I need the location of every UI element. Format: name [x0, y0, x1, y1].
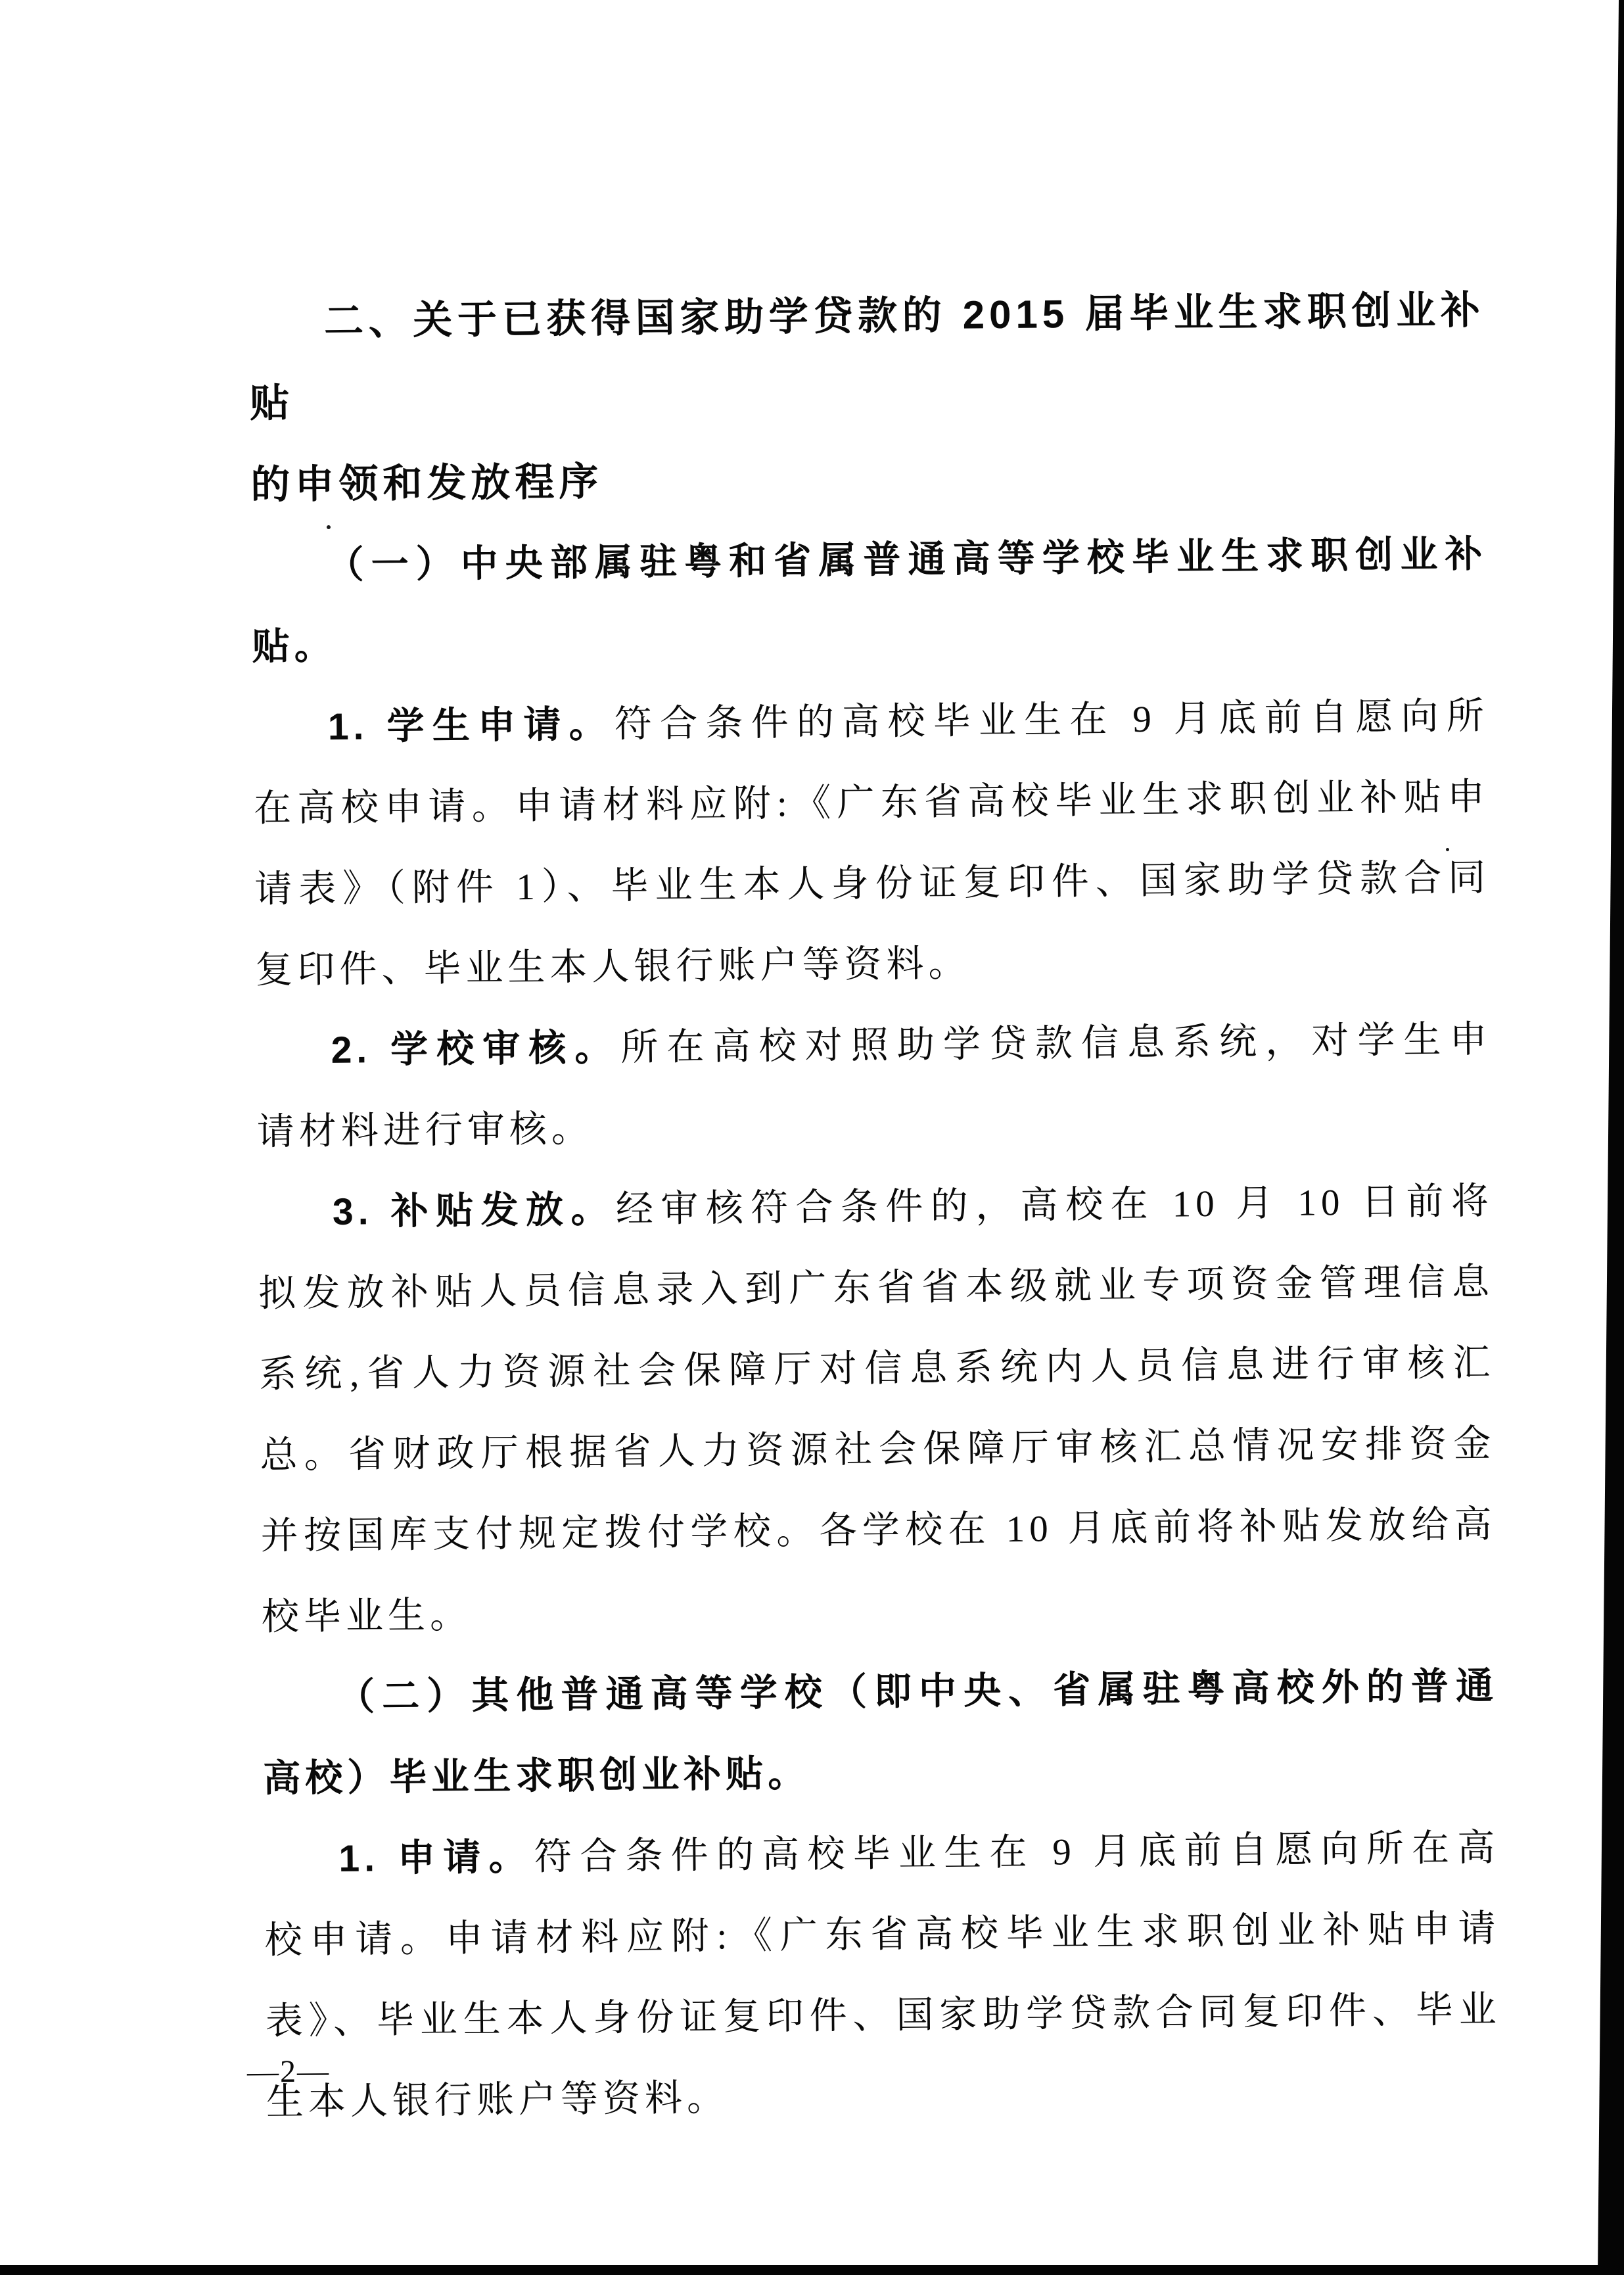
text-line — [258, 1242, 1495, 1334]
text-run: 表》、毕业生本人身份证复印件、国家助学贷款合同复印件、毕业 — [265, 1988, 1502, 2042]
bold-text-run: （一）中央部属驻粤和省属普通高等学校毕业生求职创业补 — [326, 533, 1487, 586]
text-line — [254, 757, 1490, 849]
text-line — [259, 1323, 1495, 1415]
text-run: 经审核符合条件的，高校在 10 月 10 日前将 — [615, 1180, 1494, 1231]
text-run: 请材料进行审核。 — [256, 1108, 594, 1154]
text-run: 拟发放补贴人员信息录入到广东省省本级就业专项资金管理信息 — [258, 1261, 1495, 1315]
text-run: 符合条件的高校毕业生在 9 月底前自愿向所 — [614, 695, 1489, 745]
text-run: 系统,省人力资源社会保障厅对信息系统内人员信息进行审核汇 — [259, 1342, 1495, 1395]
bold-text-run: 3. 补贴发放。 — [332, 1188, 616, 1233]
text-run: 生本人银行账户等资料。 — [266, 2077, 730, 2123]
text-line — [257, 1161, 1493, 1254]
bold-text-run: 1. 学生申请。 — [327, 703, 615, 748]
text-line — [264, 1888, 1500, 1981]
text-line — [262, 1646, 1498, 1739]
bold-text-run: 二、关于已获得国家助学贷款的 2015 届毕业生求职创业补贴 — [249, 288, 1485, 426]
text-run: 校申请。申请材料应附:《广东省高校毕业生求职创业补贴申请 — [264, 1908, 1500, 1961]
heading-line — [250, 433, 1487, 526]
text-line — [251, 514, 1487, 607]
text-run: 所在高校对照助学贷款信息系统，对学生申 — [620, 1018, 1492, 1069]
text-run: 请表》（附件 1）、毕业生本人身份证复印件、国家助学贷款合同 — [254, 856, 1491, 911]
text-line — [265, 1969, 1501, 2062]
scan-speck — [1446, 848, 1449, 851]
text-line — [260, 1403, 1496, 1496]
text-line — [252, 595, 1488, 688]
text-run: 并按国库支付规定拨付学校。各学校在 10 月底前将补贴发放给高 — [260, 1503, 1496, 1557]
bold-text-run: 2. 学校审核。 — [331, 1026, 621, 1071]
text-line — [266, 2050, 1502, 2143]
text-line — [256, 999, 1492, 1092]
text-run: 符合条件的高校毕业生在 9 月底前自愿向所在高 — [534, 1827, 1500, 1879]
text-line — [264, 1808, 1500, 1900]
bold-text-run: 1. 申请。 — [338, 1836, 535, 1880]
scan-speck — [327, 525, 331, 529]
text-line — [260, 1484, 1496, 1577]
document-body — [248, 270, 1502, 2143]
bold-text-run: 的申领和发放程序 — [250, 459, 603, 507]
bold-text-run: 高校）毕业生求职创业补贴。 — [262, 1752, 810, 1800]
text-line — [255, 918, 1491, 1011]
heading-line — [248, 270, 1485, 444]
text-line — [263, 1727, 1499, 1819]
bold-text-run: 贴。 — [252, 624, 337, 668]
text-line — [252, 676, 1489, 768]
scan-edge-bottom-artifact — [0, 2265, 1624, 2275]
bold-text-run: （二）其他普通高等学校（即中央、省属驻粤高校外的普通 — [336, 1664, 1498, 1718]
text-line — [261, 1565, 1497, 1658]
text-run: 总。省财政厅根据省人力资源社会保障厅审核汇总情况安排资金 — [260, 1422, 1496, 1476]
scan-edge-right-artifact — [1598, 0, 1624, 2275]
page-number: —2— — [246, 2053, 331, 2090]
text-run: 在高校申请。申请材料应附:《广东省高校毕业生求职创业补贴申 — [253, 776, 1490, 830]
text-line — [256, 1080, 1493, 1173]
text-run: 复印件、毕业生本人银行账户等资料。 — [255, 943, 971, 992]
text-line — [254, 837, 1491, 930]
text-run: 校毕业生。 — [261, 1594, 473, 1638]
